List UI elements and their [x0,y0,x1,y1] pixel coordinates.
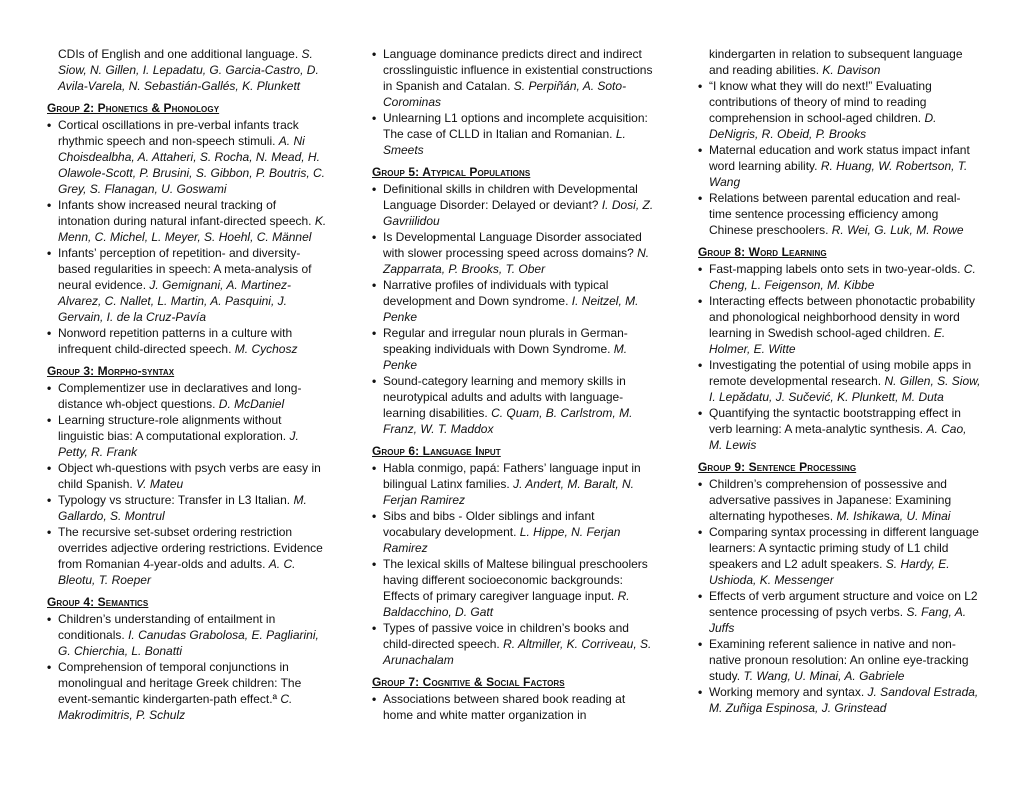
list-item [47,524,329,588]
list-item [698,293,982,357]
entry-authors: M. Cychosz [234,342,298,356]
entry-title: Object wh-questions with psych verbs are easy in child Spanish. [58,461,321,491]
entry-title: Examining referent salience in native and non-native pronoun resolution: An online eye-tracking study. [709,637,969,683]
entry-title: Effects of verb argument structure and voice on L2 sentence processing of psych verbs. [709,589,978,619]
entry-authors: A. Ni Choisdealbha, A. Attaheri, S. Rocha, N. Mead, H. Olawole-Scott, P. Brusini, S. Gibbon, P. Boutris, C. Grey, S. Flanagan, U. Goswami [58,134,326,196]
entry-authors: E. Holmer, E. Witte [709,326,946,356]
entry-title: Narrative profiles of individuals with typical development and Down syndrome. [383,278,609,308]
entry-title: Associations between shared book reading at home and white matter organization in [383,692,626,722]
entry-title: Cortical oscillations in pre-verbal infants track rhythmic speech and non-speech stimuli. [58,118,299,148]
entry-title: Relations between parental education and real-time sentence processing efficiency among Chinese preschoolers. [709,191,961,237]
group-heading: Group 4: Semantics [47,595,149,609]
entry-authors: M. Penke [383,342,628,372]
entry-list [47,611,329,723]
entry-title: Types of passive voice in children’s books and child-directed speech. [383,621,629,651]
column-2 [372,46,654,723]
list-item [698,190,982,238]
continued-entry [47,46,329,94]
entry-authors: J. Petty, R. Frank [58,429,299,459]
list-item [47,117,329,197]
entry-title: Investigating the potential of using mobile apps in remote developmental research. [709,358,972,388]
list-item [372,620,654,668]
entry-authors: A. C. Bleotu, T. Roeper [58,557,296,587]
entry-list [372,46,654,158]
entry-title: The recursive set-subset ordering restriction overrides adjective ordering restrictions. Evidence from Romanian 4-year-olds and adults. [58,525,323,571]
entry-authors: I. Dosi, Z. Gavriilidou [383,198,654,228]
list-item [698,142,982,190]
entry-authors: R. Baldacchino, D. Gatt [383,589,630,619]
list-item [372,508,654,556]
list-item [47,460,329,492]
entry-title: Typology vs structure: Transfer in L3 Italian. [58,493,291,507]
entry-authors: R. Altmiller, K. Corriveau, S. Arunachalam [383,637,652,667]
list-item [47,611,329,659]
entry-authors: N. Gillen, S. Siow, I. Lepădatu, J. Sučević, K. Plunkett, M. Duta [709,374,981,404]
continued-entry [698,46,982,78]
entry-authors: C. Quam, B. Carlstrom, M. Franz, W. T. Maddox [383,406,633,436]
list-item [698,524,982,588]
group-heading: Group 5: Atypical Populations [372,165,531,179]
entry-authors: S. Fang, A. Juffs [709,605,967,635]
entry-title: Children’s comprehension of possessive and adversative passives in Japanese: Examining alternating hypotheses. [709,477,952,523]
entry-title: Children’s understanding of entailment in conditionals. [58,612,276,642]
entry-authors: L. Hippe, N. Ferjan Ramirez [383,525,621,555]
entry-authors: S. Perpiñán, A. Soto-Corominas [383,79,627,109]
entry-title: Maternal education and work status impact infant word learning ability. [709,143,970,173]
entry-title: Comparing syntax processing in different language learners: A syntactic priming study of L1 child speakers and L2 adult speakers. [709,525,979,571]
list-item [372,229,654,277]
entry-title: Fast-mapping labels onto sets in two-year-olds. [709,262,961,276]
column-1 [47,46,329,723]
list-item [47,492,329,524]
list-item [47,659,329,723]
list-item [47,380,329,412]
entry-authors: D. McDaniel [218,397,285,411]
entry-authors: M. Gallardo, S. Montrul [58,493,307,523]
list-item [698,357,982,405]
entry-title: Comprehension of temporal conjunctions in monolingual and heritage Greek children: The event-semantic kindergarten-path effect.ª [58,660,302,706]
group-heading: Group 9: Sentence Processing [698,460,857,474]
column-3 [698,46,982,716]
entry-authors: J. Andert, M. Baralt, N. Ferjan Ramirez [383,477,635,507]
entry-authors: K. Davison [822,63,881,77]
list-item [372,277,654,325]
entry-list [698,261,982,453]
entry-title: Habla conmigo, papá: Fathers’ language input in bilingual Latinx families. [383,461,641,491]
entry-authors: N. Zapparrata, P. Brooks, T. Ober [383,246,650,276]
list-item [698,684,982,716]
list-item [698,261,982,293]
entry-authors: T. Wang, U. Minai, A. Gabriele [743,669,905,683]
entry-authors: K. Menn, C. Michel, L. Meyer, S. Hoehl, C. Männel [58,214,327,244]
entry-title: Infants’ perception of repetition- and diversity-based regularities in speech: A meta-analysis of neural evidence. [58,246,312,292]
entry-authors: V. Mateu [136,477,184,491]
entry-authors: D. DeNigris, R. Obeid, P. Brooks [709,111,937,141]
list-item [372,181,654,229]
list-item [372,110,654,158]
entry-title: kindergarten in relation to subsequent language and reading abilities. [709,47,963,77]
entry-title: Quantifying the syntactic bootstrapping effect in verb learning: A meta-analytic synthesis. [709,406,961,436]
entry-title: Is Developmental Language Disorder associated with slower processing speed across domains? [383,230,642,260]
list-item [47,412,329,460]
list-item [698,588,982,636]
group-heading: Group 7: Cognitive & Social Factors [372,675,565,689]
entry-list [698,476,982,716]
entry-title: Complementizer use in declaratives and long-distance wh-object questions. [58,381,302,411]
list-item [372,460,654,508]
group-heading: Group 2: Phonetics & Phonology [47,101,220,115]
entry-authors: M. Ishikawa, U. Minai [836,509,951,523]
entry-authors: S. Siow, N. Gillen, I. Lepadatu, G. Garcia-Castro, D. Avila-Varela, N. Sebastián-Gallés, K. Plunkett [58,47,319,93]
list-item [698,405,982,453]
entry-list [372,181,654,437]
entry-list [372,691,654,723]
group-heading: Group 3: Morpho-syntax [47,364,175,378]
entry-title: Unlearning L1 options and incomplete acquisition: The case of CLLD in Italian and Romanian. [383,111,648,141]
entry-authors: R. Huang, W. Robertson, T. Wang [709,159,968,189]
entry-title: Sound-category learning and memory skills in neurotypical adults and adults with language-learning disabilities. [383,374,626,420]
entry-authors: R. Wei, G. Luk, M. Rowe [831,223,964,237]
entry-authors: C. Cheng, L. Feigenson, M. Kibbe [709,262,976,292]
entry-title: Language dominance predicts direct and indirect crosslinguistic influence in existential constructions in Spanish and Catalan. [383,47,653,93]
list-item [698,476,982,524]
list-item [372,373,654,437]
entry-title: Learning structure-role alignments without linguistic bias: A computational exploration. [58,413,287,443]
list-item [698,78,982,142]
entry-title: Interacting effects between phonotactic probability and phonological neighborhood density in word learning in Swedish school-aged children. [709,294,975,340]
list-item [47,197,329,245]
entry-title: Definitional skills in children with Developmental Language Disorder: Delayed or deviant? [383,182,638,212]
entry-authors: A. Cao, M. Lewis [709,422,967,452]
entry-title: The lexical skills of Maltese bilingual preschoolers having different socioeconomic backgrounds: Effects of primary caregiver language input. [383,557,648,603]
entry-title: Nonword repetition patterns in a culture with infrequent child-directed speech. [58,326,293,356]
entry-authors: C. Makrodimitris, P. Schulz [58,692,293,722]
entry-authors: J. Sandoval Estrada, M. Zuñiga Espinosa, J. Grinstead [709,685,979,715]
list-item [372,46,654,110]
group-heading: Group 8: Word Learning [698,245,827,259]
entry-authors: L. Smeets [383,127,626,157]
list-item [372,691,654,723]
entry-title: CDIs of English and one additional language. [58,47,299,61]
entry-title: Regular and irregular noun plurals in German-speaking individuals with Down Syndrome. [383,326,628,356]
list-item [47,325,329,357]
entry-authors: J. Gemignani, A. Martinez-Alvarez, C. Nallet, L. Martin, A. Pasquini, J. Gervain, I. de la Cruz-Pavía [58,278,292,324]
entry-list [698,78,982,238]
entry-list [47,380,329,588]
entry-authors: S. Hardy, E. Ushioda, K. Messenger [709,557,950,587]
entry-title: “I know what they will do next!” Evaluating contributions of theory of mind to reading comprehension in school-aged children. [709,79,932,125]
entry-title: Working memory and syntax. [709,685,865,699]
list-item [698,636,982,684]
group-heading: Group 6: Language Input [372,444,501,458]
entry-authors: I. Canudas Grabolosa, E. Pagliarini, G. Chierchia, L. Bonatti [58,628,319,658]
list-item [47,245,329,325]
entry-authors: I. Neitzel, M. Penke [383,294,639,324]
list-item [372,325,654,373]
entry-list [372,460,654,668]
entry-title: Sibs and bibs - Older siblings and infant vocabulary development. [383,509,595,539]
entry-title: Infants show increased neural tracking of intonation during natural infant-directed speech. [58,198,312,228]
entry-list [47,117,329,357]
list-item [372,556,654,620]
